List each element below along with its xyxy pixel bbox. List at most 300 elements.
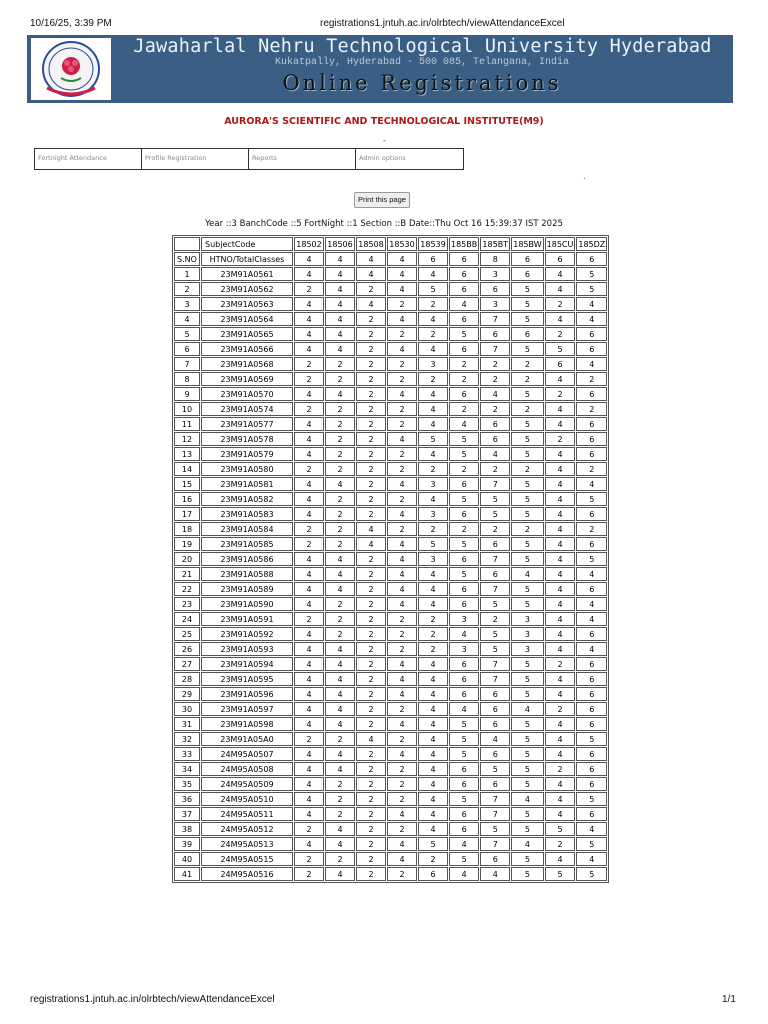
attendance-count: 5 — [511, 867, 543, 881]
online-registrations-title: Online Registrations — [282, 71, 562, 95]
attendance-count: 4 — [325, 342, 355, 356]
attendance-count: 4 — [387, 267, 417, 281]
table-row — [174, 582, 607, 596]
attendance-count: 6 — [449, 582, 479, 596]
attendance-count: 2 — [387, 372, 417, 386]
attendance-count: 3 — [418, 357, 448, 371]
attendance-count: 4 — [294, 702, 324, 716]
attendance-count: 4 — [576, 597, 607, 611]
attendance-count: 4 — [418, 807, 448, 821]
attendance-count: 4 — [545, 687, 576, 701]
table-row — [174, 402, 607, 416]
attendance-count: 5 — [449, 492, 479, 506]
attendance-count: 2 — [418, 642, 448, 656]
attendance-count: 4 — [325, 687, 355, 701]
attendance-count: 4 — [387, 537, 417, 551]
attendance-count: 2 — [294, 537, 324, 551]
attendance-count: 2 — [387, 822, 417, 836]
attendance-count: 4 — [449, 867, 479, 881]
attendance-count: 2 — [356, 342, 386, 356]
attendance-count: 4 — [325, 567, 355, 581]
menu-profile-registration[interactable]: Profile Registration — [142, 149, 249, 169]
attendance-count: 2 — [511, 462, 543, 476]
attendance-count: 4 — [294, 642, 324, 656]
attendance-count: 5 — [511, 387, 543, 401]
attendance-count: 2 — [480, 402, 510, 416]
serial-number: 24 — [174, 612, 200, 626]
attendance-count: 4 — [325, 282, 355, 296]
hall-ticket-number: 23M91A0568 — [201, 357, 293, 371]
attendance-count: 2 — [387, 612, 417, 626]
attendance-count: 4 — [294, 657, 324, 671]
attendance-count: 2 — [356, 612, 386, 626]
attendance-count: 2 — [294, 522, 324, 536]
attendance-count: 4 — [576, 642, 607, 656]
hall-ticket-number: 23M91A0579 — [201, 447, 293, 461]
serial-number: 9 — [174, 387, 200, 401]
attendance-count: 2 — [294, 732, 324, 746]
attendance-count: 5 — [480, 642, 510, 656]
attendance-count: 6 — [576, 582, 607, 596]
attendance-count: 6 — [480, 537, 510, 551]
attendance-count: 6 — [576, 687, 607, 701]
attendance-count: 2 — [356, 402, 386, 416]
attendance-count: 2 — [294, 612, 324, 626]
serial-number: 26 — [174, 642, 200, 656]
attendance-count: 5 — [511, 672, 543, 686]
attendance-count: 4 — [545, 627, 576, 641]
attendance-count: 2 — [511, 522, 543, 536]
university-banner — [27, 35, 733, 103]
attendance-count: 5 — [480, 627, 510, 641]
university-title: Jawaharlal Nehru Technological University Hyderabad — [133, 36, 712, 57]
attendance-count: 2 — [387, 702, 417, 716]
attendance-count: 2 — [356, 387, 386, 401]
attendance-count: 7 — [480, 342, 510, 356]
attendance-count: 2 — [356, 447, 386, 461]
subject-code: 185BB — [449, 237, 479, 251]
attendance-count: 4 — [418, 657, 448, 671]
attendance-count: 2 — [325, 522, 355, 536]
attendance-count: 2 — [545, 762, 576, 776]
attendance-count: 4 — [387, 852, 417, 866]
subject-code: 18530 — [387, 237, 417, 251]
hall-ticket-number: 24M95A0513 — [201, 837, 293, 851]
attendance-count: 4 — [325, 327, 355, 341]
attendance-count: 6 — [449, 312, 479, 326]
total-classes: 6 — [511, 252, 543, 266]
hall-ticket-number: 24M95A0511 — [201, 807, 293, 821]
attendance-count: 4 — [545, 492, 576, 506]
attendance-count: 3 — [480, 267, 510, 281]
attendance-count: 2 — [325, 417, 355, 431]
attendance-count: 6 — [480, 687, 510, 701]
attendance-count: 6 — [449, 267, 479, 281]
total-classes: 6 — [418, 252, 448, 266]
hall-ticket-number: 23M91A0596 — [201, 687, 293, 701]
attendance-count: 5 — [449, 747, 479, 761]
table-row — [174, 702, 607, 716]
attendance-count: 2 — [387, 777, 417, 791]
attendance-count: 3 — [418, 507, 448, 521]
attendance-count: 4 — [325, 702, 355, 716]
attendance-count: 4 — [576, 822, 607, 836]
attendance-count: 4 — [325, 867, 355, 881]
serial-number: 25 — [174, 627, 200, 641]
attendance-count: 4 — [545, 462, 576, 476]
attendance-count: 4 — [325, 837, 355, 851]
attendance-count: 2 — [325, 402, 355, 416]
attendance-count: 4 — [325, 747, 355, 761]
attendance-count: 6 — [449, 657, 479, 671]
attendance-count: 6 — [449, 597, 479, 611]
serial-number: 23 — [174, 597, 200, 611]
menu-admin-options[interactable]: Admin options — [359, 154, 406, 162]
attendance-count: 4 — [545, 312, 576, 326]
attendance-count: 4 — [545, 447, 576, 461]
attendance-count: 6 — [576, 717, 607, 731]
attendance-count: 4 — [418, 447, 448, 461]
attendance-count: 2 — [325, 597, 355, 611]
attendance-count: 3 — [511, 612, 543, 626]
attendance-count: 2 — [480, 612, 510, 626]
attendance-count: 2 — [356, 357, 386, 371]
attendance-count: 4 — [294, 447, 324, 461]
serial-number: 39 — [174, 837, 200, 851]
attendance-count: 6 — [576, 342, 607, 356]
attendance-count: 3 — [511, 627, 543, 641]
attendance-count: 2 — [356, 462, 386, 476]
table-row — [174, 837, 607, 851]
attendance-count: 2 — [356, 567, 386, 581]
table-row — [174, 627, 607, 641]
table-row — [174, 537, 607, 551]
attendance-count: 5 — [511, 762, 543, 776]
attendance-count: 2 — [325, 732, 355, 746]
attendance-count: 4 — [325, 762, 355, 776]
serial-number: 30 — [174, 702, 200, 716]
attendance-count: 4 — [418, 762, 448, 776]
attendance-count: 5 — [449, 717, 479, 731]
attendance-count: 4 — [545, 282, 576, 296]
attendance-count: 4 — [418, 417, 448, 431]
attendance-count: 4 — [325, 552, 355, 566]
attendance-count: 4 — [545, 567, 576, 581]
attendance-count: 4 — [325, 582, 355, 596]
attendance-count: 5 — [511, 657, 543, 671]
attendance-count: 7 — [480, 552, 510, 566]
serial-number: 19 — [174, 537, 200, 551]
attendance-count: 5 — [545, 867, 576, 881]
attendance-count: 5 — [511, 492, 543, 506]
attendance-count: 2 — [449, 462, 479, 476]
attendance-count: 2 — [294, 357, 324, 371]
attendance-count: 2 — [325, 492, 355, 506]
attendance-count: 2 — [387, 297, 417, 311]
total-classes: 4 — [325, 252, 355, 266]
attendance-count: 4 — [545, 792, 576, 806]
attendance-count: 5 — [545, 822, 576, 836]
attendance-count: 4 — [511, 837, 543, 851]
htno-label: HTNO/TotalClasses — [201, 252, 293, 266]
serial-number: 32 — [174, 732, 200, 746]
attendance-count: 5 — [576, 267, 607, 281]
serial-number: 14 — [174, 462, 200, 476]
menu-reports[interactable]: Reports — [249, 149, 356, 169]
hall-ticket-number: 23M91A0584 — [201, 522, 293, 536]
serial-number: 28 — [174, 672, 200, 686]
attendance-count: 6 — [480, 417, 510, 431]
attendance-count: 4 — [294, 627, 324, 641]
subject-code: 18508 — [356, 237, 386, 251]
attendance-count: 5 — [576, 792, 607, 806]
attendance-count: 2 — [356, 492, 386, 506]
serial-number: 37 — [174, 807, 200, 821]
attendance-count: 6 — [576, 447, 607, 461]
table-row — [174, 357, 607, 371]
attendance-count: 4 — [294, 417, 324, 431]
hall-ticket-number: 23M91A0565 — [201, 327, 293, 341]
attendance-count: 4 — [294, 687, 324, 701]
attendance-count: 5 — [480, 597, 510, 611]
attendance-count: 2 — [294, 822, 324, 836]
attendance-count: 2 — [356, 807, 386, 821]
subject-code-label: SubjectCode — [201, 237, 293, 251]
attendance-count: 5 — [576, 732, 607, 746]
serial-number: 20 — [174, 552, 200, 566]
hall-ticket-number: 24M95A0515 — [201, 852, 293, 866]
attendance-count: 2 — [294, 867, 324, 881]
university-logo — [31, 38, 111, 100]
attendance-count: 4 — [418, 402, 448, 416]
attendance-count: 2 — [449, 372, 479, 386]
total-classes: 4 — [294, 252, 324, 266]
attendance-count: 4 — [418, 747, 448, 761]
hall-ticket-number: 23M91A0595 — [201, 672, 293, 686]
attendance-count: 4 — [545, 612, 576, 626]
hall-ticket-number: 23M91A0590 — [201, 597, 293, 611]
attendance-count: 6 — [449, 807, 479, 821]
serial-number: 15 — [174, 477, 200, 491]
attendance-count: 5 — [511, 552, 543, 566]
attendance-count: 4 — [325, 717, 355, 731]
serial-number: 21 — [174, 567, 200, 581]
attendance-count: 2 — [449, 357, 479, 371]
attendance-count: 2 — [356, 717, 386, 731]
attendance-count: 4 — [449, 297, 479, 311]
attendance-count: 4 — [294, 807, 324, 821]
table-row — [174, 867, 607, 881]
attendance-count: 4 — [545, 672, 576, 686]
attendance-count: 4 — [294, 762, 324, 776]
attendance-count: 2 — [387, 762, 417, 776]
attendance-count: 5 — [449, 327, 479, 341]
attendance-count: 6 — [576, 537, 607, 551]
attendance-count: 4 — [418, 567, 448, 581]
separator-dot: . — [583, 172, 586, 181]
attendance-count: 4 — [449, 702, 479, 716]
subject-code-row — [174, 237, 607, 251]
hall-ticket-number: 23M91A0582 — [201, 492, 293, 506]
attendance-count: 2 — [387, 402, 417, 416]
attendance-count: 4 — [480, 732, 510, 746]
total-classes: 6 — [576, 252, 607, 266]
attendance-info-line: Year ::3 BanchCode ::5 FortNight ::1 Section ::B Date::Thu Oct 16 15:39:37 IST 2025 — [205, 219, 563, 229]
serial-number: 11 — [174, 417, 200, 431]
serial-number: 27 — [174, 657, 200, 671]
attendance-count: 4 — [418, 342, 448, 356]
serial-number: 33 — [174, 747, 200, 761]
attendance-count: 6 — [449, 777, 479, 791]
attendance-count: 7 — [480, 837, 510, 851]
attendance-count: 4 — [449, 837, 479, 851]
institute-name: AURORA'S SCIENTIFIC AND TECHNOLOGICAL INSTITUTE(M9) — [224, 116, 544, 127]
attendance-count: 4 — [418, 312, 448, 326]
attendance-count: 5 — [480, 492, 510, 506]
attendance-count: 4 — [418, 267, 448, 281]
attendance-count: 5 — [576, 492, 607, 506]
attendance-count: 2 — [356, 822, 386, 836]
attendance-count: 5 — [511, 432, 543, 446]
attendance-count: 3 — [480, 297, 510, 311]
attendance-count: 6 — [545, 357, 576, 371]
subject-code: 185BW — [511, 237, 543, 251]
attendance-count: 2 — [294, 462, 324, 476]
attendance-count: 4 — [294, 477, 324, 491]
attendance-count: 4 — [480, 387, 510, 401]
attendance-count: 7 — [480, 582, 510, 596]
attendance-count: 2 — [356, 747, 386, 761]
attendance-count: 4 — [294, 777, 324, 791]
attendance-count: 4 — [545, 522, 576, 536]
attendance-count: 6 — [449, 822, 479, 836]
print-url: registrations1.jntuh.ac.in/olrbtech/viewAttendanceExcel — [320, 18, 565, 29]
attendance-count: 4 — [356, 267, 386, 281]
table-row — [174, 492, 607, 506]
attendance-count: 4 — [418, 597, 448, 611]
attendance-count: 2 — [356, 867, 386, 881]
table-row — [174, 612, 607, 626]
attendance-count: 4 — [418, 387, 448, 401]
attendance-count: 5 — [449, 537, 479, 551]
attendance-count: 2 — [294, 402, 324, 416]
attendance-count: 2 — [325, 792, 355, 806]
attendance-count: 6 — [418, 867, 448, 881]
attendance-count: 7 — [480, 807, 510, 821]
serial-number: 36 — [174, 792, 200, 806]
attendance-count: 2 — [387, 327, 417, 341]
serial-number: 5 — [174, 327, 200, 341]
attendance-count: 4 — [545, 267, 576, 281]
hall-ticket-number: 23M91A0597 — [201, 702, 293, 716]
attendance-count: 2 — [545, 327, 576, 341]
attendance-count: 4 — [387, 837, 417, 851]
attendance-count: 4 — [387, 582, 417, 596]
hall-ticket-number: 23M91A0594 — [201, 657, 293, 671]
attendance-count: 5 — [511, 312, 543, 326]
attendance-count: 5 — [511, 507, 543, 521]
attendance-count: 2 — [325, 447, 355, 461]
attendance-count: 2 — [387, 417, 417, 431]
attendance-count: 4 — [545, 642, 576, 656]
attendance-count: 2 — [387, 492, 417, 506]
attendance-count: 2 — [356, 837, 386, 851]
attendance-count: 4 — [294, 747, 324, 761]
attendance-count: 6 — [576, 672, 607, 686]
total-classes: 4 — [387, 252, 417, 266]
table-row — [174, 447, 607, 461]
attendance-count: 4 — [418, 582, 448, 596]
table-row — [174, 552, 607, 566]
serial-number: 4 — [174, 312, 200, 326]
attendance-count: 5 — [480, 822, 510, 836]
attendance-count: 2 — [545, 297, 576, 311]
serial-number: 38 — [174, 822, 200, 836]
serial-number: 35 — [174, 777, 200, 791]
attendance-count: 3 — [418, 552, 448, 566]
attendance-count: 3 — [449, 612, 479, 626]
attendance-count: 5 — [511, 582, 543, 596]
attendance-count: 5 — [511, 807, 543, 821]
table-row — [174, 567, 607, 581]
attendance-count: 2 — [356, 432, 386, 446]
attendance-count: 5 — [511, 747, 543, 761]
attendance-count: 4 — [576, 852, 607, 866]
table-row — [174, 372, 607, 386]
attendance-count: 2 — [418, 627, 448, 641]
attendance-count: 2 — [356, 672, 386, 686]
table-row — [174, 852, 607, 866]
attendance-count: 6 — [480, 702, 510, 716]
attendance-count: 4 — [418, 492, 448, 506]
attendance-count: 4 — [545, 807, 576, 821]
attendance-count: 6 — [480, 717, 510, 731]
attendance-count: 2 — [325, 537, 355, 551]
attendance-count: 6 — [576, 807, 607, 821]
attendance-count: 4 — [545, 552, 576, 566]
attendance-count: 4 — [356, 732, 386, 746]
attendance-count: 2 — [418, 372, 448, 386]
hall-ticket-number: 23M91A0562 — [201, 282, 293, 296]
serial-number: 34 — [174, 762, 200, 776]
hall-ticket-number: 24M95A0512 — [201, 822, 293, 836]
serial-number: 7 — [174, 357, 200, 371]
hall-ticket-number: 23M91A0592 — [201, 627, 293, 641]
serial-number: 2 — [174, 282, 200, 296]
attendance-count: 4 — [387, 477, 417, 491]
attendance-count: 4 — [294, 672, 324, 686]
attendance-count: 4 — [545, 507, 576, 521]
hall-ticket-number: 23M91A0578 — [201, 432, 293, 446]
menu-fortnight-attendance[interactable]: Fortnight Attendance — [35, 149, 142, 169]
attendance-count: 2 — [356, 372, 386, 386]
attendance-count: 5 — [511, 687, 543, 701]
attendance-count: 5 — [576, 837, 607, 851]
attendance-count: 2 — [545, 702, 576, 716]
serial-number: 31 — [174, 717, 200, 731]
attendance-count: 4 — [545, 417, 576, 431]
table-row — [174, 822, 607, 836]
attendance-count: 2 — [480, 357, 510, 371]
attendance-count: 5 — [545, 342, 576, 356]
attendance-count: 2 — [356, 687, 386, 701]
total-classes: 4 — [356, 252, 386, 266]
total-classes: 6 — [449, 252, 479, 266]
attendance-count: 4 — [387, 567, 417, 581]
print-page-button[interactable]: Print this page — [354, 192, 410, 208]
attendance-count: 4 — [576, 312, 607, 326]
attendance-count: 4 — [545, 597, 576, 611]
